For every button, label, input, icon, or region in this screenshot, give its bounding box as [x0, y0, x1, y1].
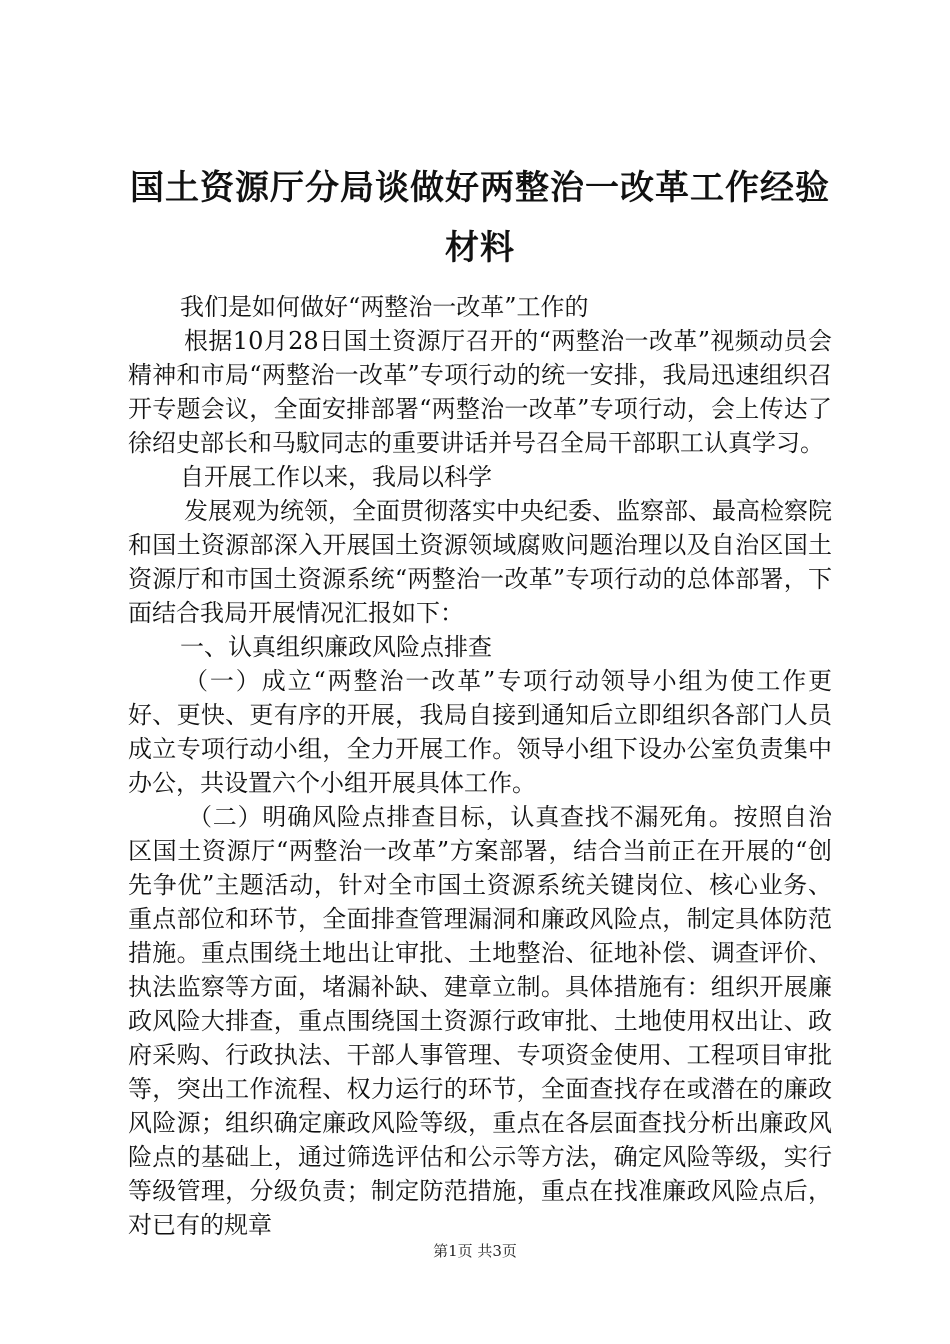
paragraph-item-1: （一）成立“两整治一改革”专项行动领导小组为使工作更好、更快、更有序的开展，我局自接到通知后立即组织各部门人员成立专项行动小组，全力开展工作。领导小组下设办公室负责集中办公，共设置六个小组开展具体工作。 [128, 667, 832, 797]
paragraph-background: 根据10月28日国土资源厅召开的“两整治一改革”视频动员会精神和市局“两整治一改革”专项行动的统一安排，我局迅速组织召开专题会议，全面安排部署“两整治一改革”专项行动，会上传达了徐绍史部长和马馼同志的重要讲话并号召全局干部职工认真学习。 [128, 327, 832, 457]
paragraph-since-start: 自开展工作以来，我局以科学 [180, 463, 492, 491]
document-body [128, 290, 832, 1242]
page-footer: 第1页 共3页 [433, 1242, 517, 1260]
paragraph-item-2: （二）明确风险点排查目标，认真查找不漏死角。按照自治区国土资源厅“两整治一改革”方案部署，结合当前正在开展的“创先争优”主题活动，针对全市国土资源系统关键岗位、核心业务、重点部位和环节，全面排查管理漏洞和廉政风险点，制定具体防范措施。重点围绕土地出让审批、土地整治、征地补偿、调查评价、执法监察等方面，堵漏补缺、建章立制。具体措施有：组织开展廉政风险大排查，重点围绕国土资源行政审批、土地使用权出让、政府采购、行政执法、干部人事管理、专项资金使用、工程项目审批等，突出工作流程、权力运行的环节，全面查找存在或潜在的廉政风险源；组织确定廉政风险等级，重点在各层面查找分析出廉政风险点的基础上，通过筛选评估和公示等方法，确定风险等级，实行等级管理，分级负责；制定防范措施，重点在找准廉政风险点后，对已有的规章 [128, 803, 832, 1239]
paragraph-guiding-principle: 发展观为统领，全面贯彻落实中央纪委、监察部、最高检察院和国土资源部深入开展国土资源领域腐败问题治理以及自治区国土资源厅和市国土资源系统“两整治一改革”专项行动的总体部署，下面结合我局开展情况汇报如下： [128, 497, 832, 627]
paragraph-subtitle: 我们是如何做好“两整治一改革”工作的 [180, 293, 589, 321]
document-title: 国土资源厅分局谈做好两整治一改革工作经验材料 [130, 168, 830, 268]
section-heading-1: 一、认真组织廉政风险点排查 [180, 633, 492, 661]
